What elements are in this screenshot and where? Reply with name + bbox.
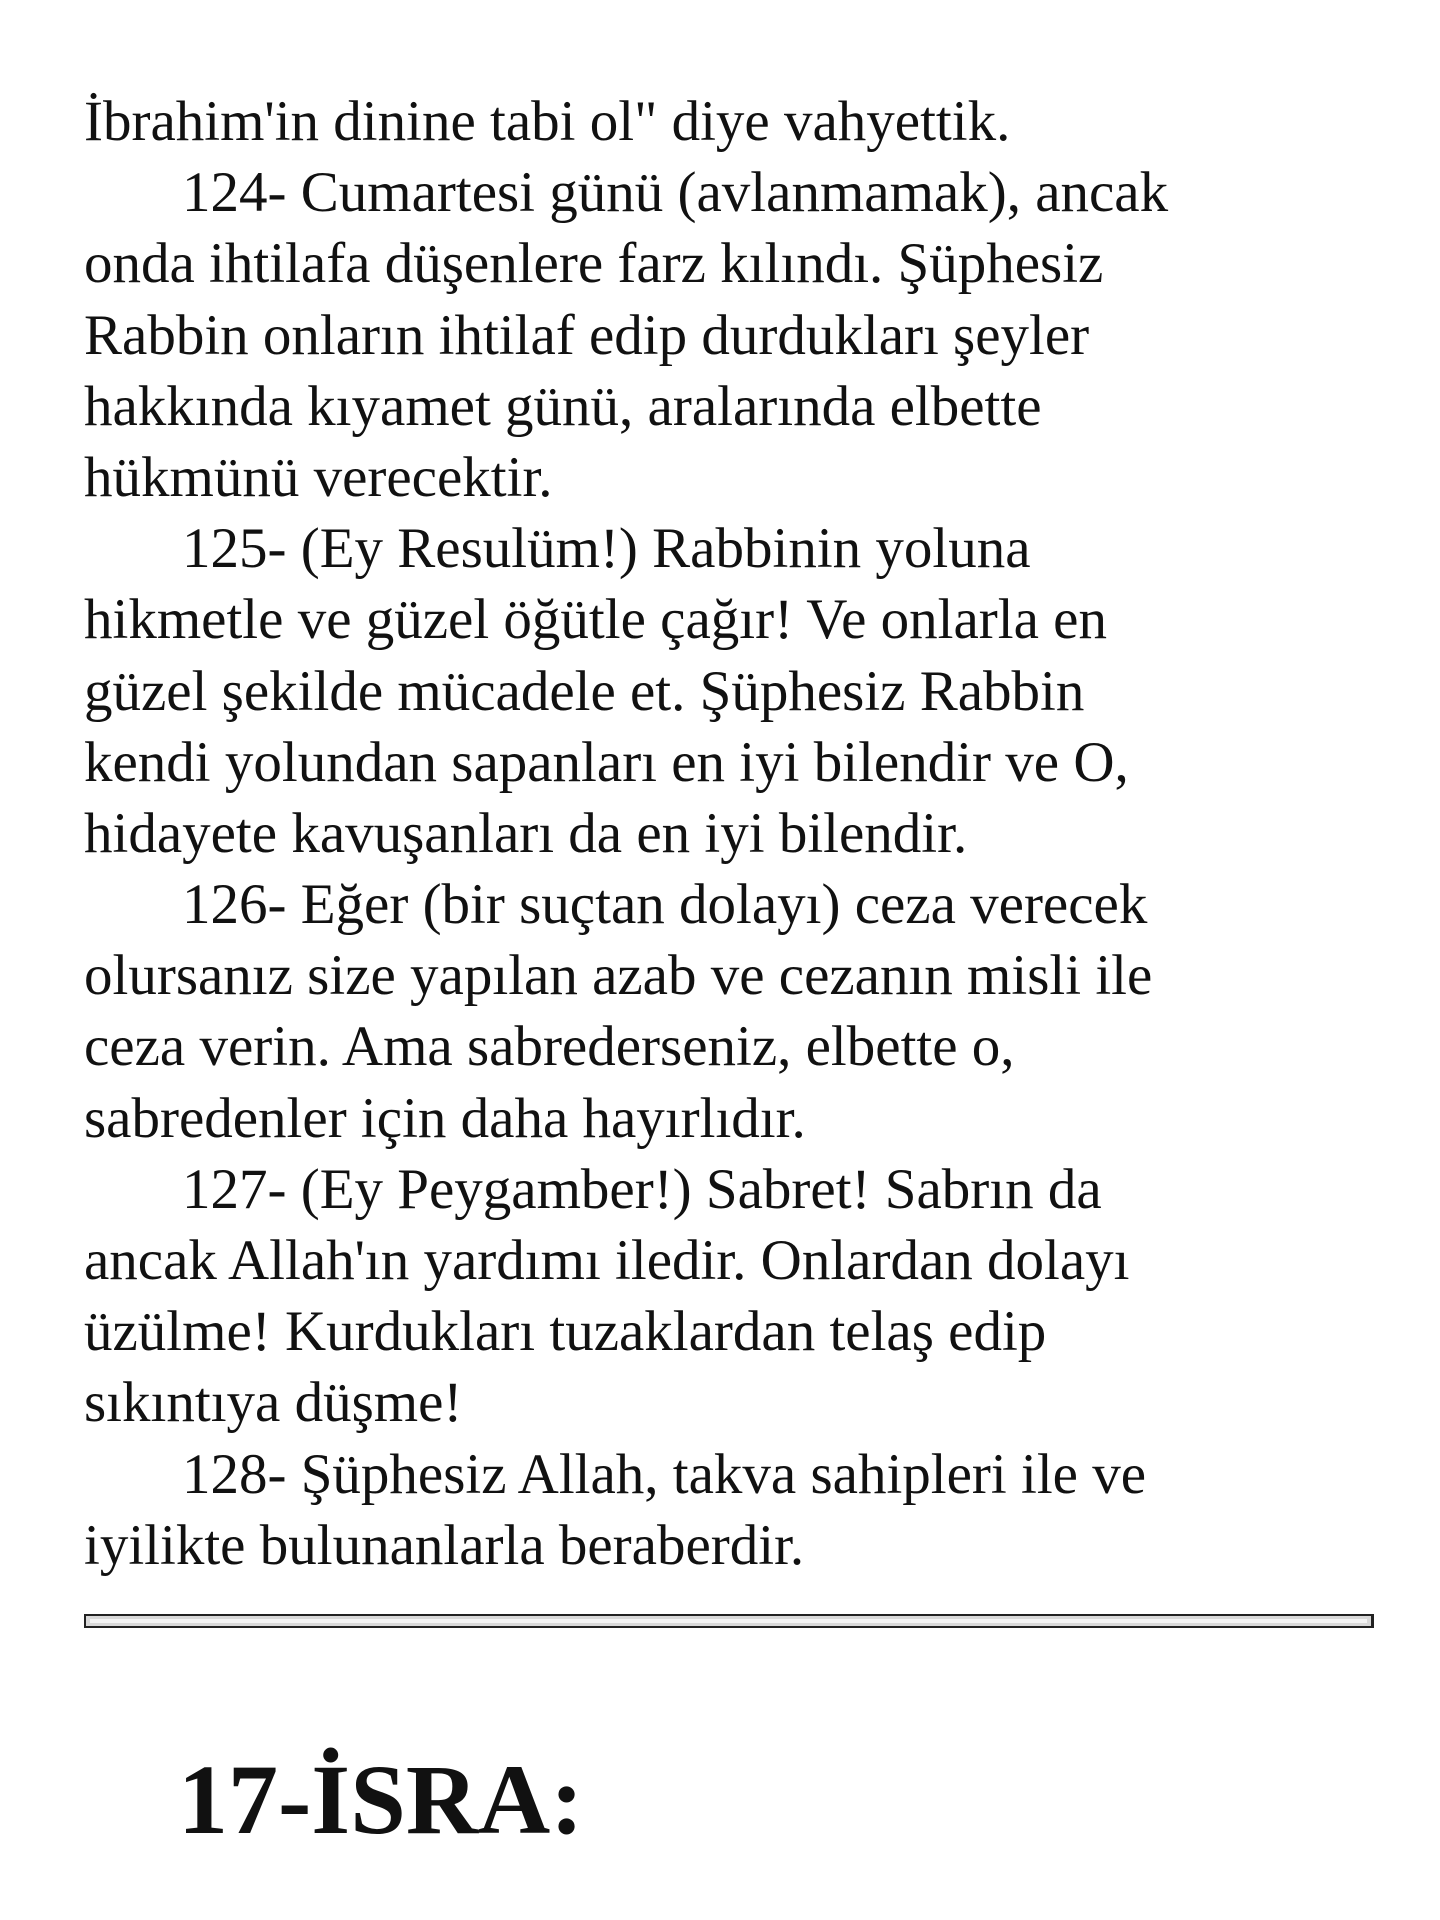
text-line: hükmünü verecektir. [84,445,553,509]
text-line: kendi yolundan sapanları en iyi bilendir ve O, [84,730,1129,794]
text-line: Rabbin onların ihtilaf edip durdukları şeyler [84,303,1090,367]
text-line: onda ihtilafa düşenlere farz kılındı. Şüphesiz [84,232,1104,296]
text-line: iyilikte bulunanlarla beraberdir. [84,1513,805,1577]
text-line: İbrahim'in dinine tabi ol" diye vahyettik. [84,90,1011,153]
text-line: 128- Şüphesiz Allah, takva sahipleri ile ve [182,1442,1147,1506]
text-line: üzülme! Kurdukları tuzaklardan telaş edip [84,1300,1047,1364]
horizontal-divider [84,1614,1374,1628]
text-line: hidayete kavuşanları da en iyi bilendir. [84,801,968,865]
text-line: hakkında kıyamet günü, aralarında elbette [84,374,1042,438]
text-line: 127- (Ey Peygamber!) Sabret! Sabrın da [182,1157,1102,1221]
chapter-heading: 17-İSRA: [178,1744,584,1855]
text-line: ceza verin. Ama sabrederseniz, elbette o, [84,1015,1015,1079]
body-text [84,86,1374,1581]
text-line: sabredenler için daha hayırlıdır. [84,1086,806,1150]
text-line: 125- (Ey Resulüm!) Rabbinin yoluna [182,517,1031,581]
text-line: sıkıntıya düşme! [84,1371,463,1435]
text-line: hikmetle ve güzel öğütle çağır! Ve onlarla en [84,588,1107,652]
text-line: güzel şekilde mücadele et. Şüphesiz Rabbin [84,659,1085,723]
text-line: 126- Eğer (bir suçtan dolayı) ceza verecek [182,873,1148,937]
text-line: ancak Allah'ın yardımı iledir. Onlardan dolayı [84,1229,1130,1292]
text-line: 124- Cumartesi günü (avlanmamak), ancak [182,161,1169,225]
text-line: olursanız size yapılan azab ve cezanın misli ile [84,944,1153,1008]
